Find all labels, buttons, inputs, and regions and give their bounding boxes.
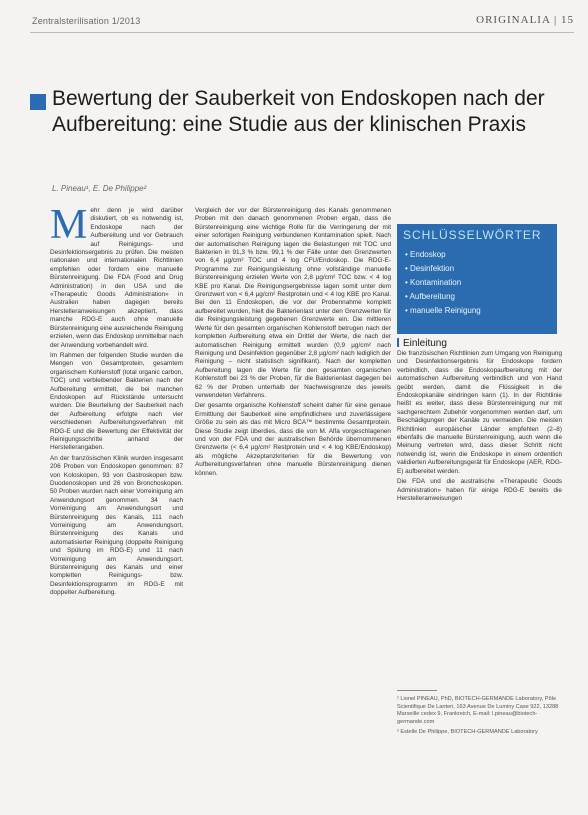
paragraph: An der französischen Klinik wurden insgesamt 206 Proben von Endoskopen genommen: 87 von Koloskopen, 93 von Gastroskopen bzw. Duodenoskopen und 26 von Bronchoskopen. 50 Proben wurden nach einer Vorreinigung am Anwendungsort genommen. 34 nach Vorreinigung am Anwendungsort und Bürstenreinigung des Kanals, 111 nach Vorreinigung am Anwendungsort, Bürstenreinigung des Kanals und automatisierter Reinigung (doppelte Reinigung und Spülung im RDG-E) und 11 nach Vorreinigung am Anwendungsort, Bürstenreinigung des Kanals und einer kompletten Reinigungs- bzw. Desinfektionsprogramm im RDG-E mit doppelter Aufbereitung. bbox=[50, 454, 183, 597]
footnote-divider bbox=[397, 690, 437, 691]
footnote: ² Estelle De Philippe, BIOTECH-GERMANDE Laboratory bbox=[397, 729, 538, 736]
footnote: ¹ Lionel PINEAU, PhD, BIOTECH-GERMANDE Laboratory, Pôle Scientifique De Lanteri, 163 Avenue De Luminy Case 922, 13288 Marseille cedex 9, Frankreich, E-mail: l.pineau@biotech-germande.com bbox=[397, 696, 559, 725]
keywords-box bbox=[397, 224, 557, 334]
paragraph: Der gesamte organische Kohlenstoff scheint daher für eine genaue Ermittlung der Sauberkeit eine empfindlichere und zuverlässigere Größe zu sein als das mit Micro BCA™ bestimmte Gesamtprotein. Diese Studie zeigt überdies, dass die von M. Alfa vorgeschlagenen und von der FDA und der australischen Behörde übernommenen Grenzwerte (< 6,4 µg/cm² Restprotein und < 4 log KBE/Endoskop) als mögliche Akzeptanzkriterien für die Bewertung von Aufbereitungsverfahren ohne manuelle Bürstenreinigung dienen können. bbox=[195, 402, 391, 477]
body-column-3 bbox=[397, 350, 562, 588]
keyword-item: • manuelle Reinigung bbox=[405, 304, 557, 318]
keywords-title: SCHLÜSSELWÖRTER bbox=[403, 228, 542, 242]
paragraph: Die französischen Richtlinien zum Umgang von Reinigung und Desinfektionsergebnis für Endoskope fordern verbindlich, dass die Endoskopaufbereitung mit der automatischen Aufbereitung verbindlich und von Hand geübt werden, damit die Flüssigkeit in die Endoskopkanäle eindringen kann (1). In der Richtlinie heißt es weiter, dass diese Bürstenreinigung nur mit sachgerechtem Zubehör vorgenommen werden darf, um Beschädigungen der Kanäle zu vermeiden. Die meisten Richtlinien europäischer Länder empfehlen (2–8) ebenfalls die manuelle Bürstenreinigung, auch wenn die Meinung vertreten wird, dass dieser Schritt nicht notwendig ist, wenn die Endoskope in einem ordentlich validierten Aufbereitungsgerät für Endoskope (AER, RDG-E) aufbereitet werden. bbox=[397, 350, 562, 475]
title-marker bbox=[30, 94, 46, 110]
keyword-item: • Kontamination bbox=[405, 276, 557, 290]
header-divider bbox=[30, 32, 574, 33]
paragraph: Im Rahmen der folgenden Studie wurden die Mengen von Gesamtprotein, gesamtem organischem Kohlenstoff (total organic carbon, TOC) und verbleibender Bakterien nach der Aufbereitung ermittelt, die bei manchen Endoskopen auf Rückstände untersucht wurden. Die Beurteilung der Sauberkeit nach der Aufbereitung erfolgte nach vier verschiedenen Aufbereitungsverfahren mit RDG-E und die Bewertung der Effektivität der Reinigungsschritte anhand der Herstellerangaben. bbox=[50, 351, 183, 452]
section-heading-einleitung: Einleitung bbox=[397, 338, 447, 349]
paragraph: Vergleich der vor der Bürstenreinigung des Kanals genommenen Proben mit den danach genommenen Proben ergab, dass die Bürstenreinigung eine wichtige Rolle für die Verringerung der mit einer sofortigen Reinigung verbundenen Kontamination spielt. Nach der automatischen Reinigung lagen die Belastungen mit TOC und Bakterien in 91,3 % bzw. 99,1 % der Fälle unter den Grenzwerten von 6,4 µg/cm² TOC und 4 log CFU/Endoskop. Die RDG-E-Programme zur Reinigungsleistung ohne vollständige manuelle Bürstenreinigung erzielen Werte von 2,8 µg/cm² TOC bzw. < 4 log KBE pro Kanal. Die Reinigungsergebnisse lagen somit unter dem Grenzwert von < 6,4 µg/cm² Restprotein und < 4 log KBE pro Kanal. Bei den 11 Endoskopen, die vor der Probennahme komplett aufbereitet wurden, hielt die Bakterienlast unter den Grenzwerten für die Reinigungsleistung gegebenen Grenzwerte ein. Die mittleren Werte für den gesamten organischen Kohlenstoff betrugen nach der kompletten Aufbereitung etwa ein Drittel der Werte, die nach der automatischen Reinigung ermittelt wurden (0,9 µg/cm² nach Reinigung und Desinfektion gegenüber 2,8 µg/cm² nach lediglich der Reinigung – nicht statistisch signifikant). Nach der kompletten Aufbereitung lagen die Werte für den gesamten organischen Kohlenstoff bei 23 % der Proben, für die Bakterienlast dagegen bei 62 % der Proben unterhalb der Nachweisgrenze des jeweils verwendeten Verfahrens. bbox=[195, 207, 391, 399]
body-column-2 bbox=[195, 207, 391, 797]
page-header-section: ORIGINALIA | 15 bbox=[476, 14, 574, 26]
article-authors: L. Pineau¹, E. De Philippe² bbox=[52, 184, 147, 193]
footnotes bbox=[397, 696, 562, 740]
keyword-item: • Aufbereitung bbox=[405, 290, 557, 304]
article-title: Bewertung der Sauberkeit von Endoskopen nach der Aufbereitung: eine Studie aus der klinischen Praxis bbox=[52, 87, 545, 136]
drop-cap: M bbox=[50, 207, 88, 248]
body-column-1 bbox=[50, 207, 183, 797]
keyword-item: • Endoskop bbox=[405, 248, 557, 262]
keyword-item: • Desinfektion bbox=[405, 262, 557, 276]
keywords-list bbox=[397, 248, 557, 318]
paragraph: Die FDA und die australische «Therapeutic Goods Administration» haben für einige RDG-E bereits die Herstelleranweisungen bbox=[397, 478, 562, 502]
page-header-journal: Zentralsterilisation 1/2013 bbox=[32, 16, 141, 26]
paragraph: ehr denn je wird darüber diskutiert, ob es notwendig ist, Endoskope nach der Aufbereitung und vor Gebrauch auf Reinigungs- und Desinfektionsergebnis zu prüfen. Die meisten nationalen und internationalen Richtlinien empfehlen oder fordern eine manuelle Bürstenreinigung. Die FDA (Food and Drug Administration) in den USA und die «Therapeutic Goods Administration» in Australien haben dagegen bereits Herstelleranweisungen akzeptiert, dass manche RDG-E auch ohne manuelle Bürstenreinigung eine ausreichende Reinigung erzielen, wenn das Endoskop unmittelbar nach der Anwendung vorbehandelt wird. bbox=[50, 207, 183, 349]
